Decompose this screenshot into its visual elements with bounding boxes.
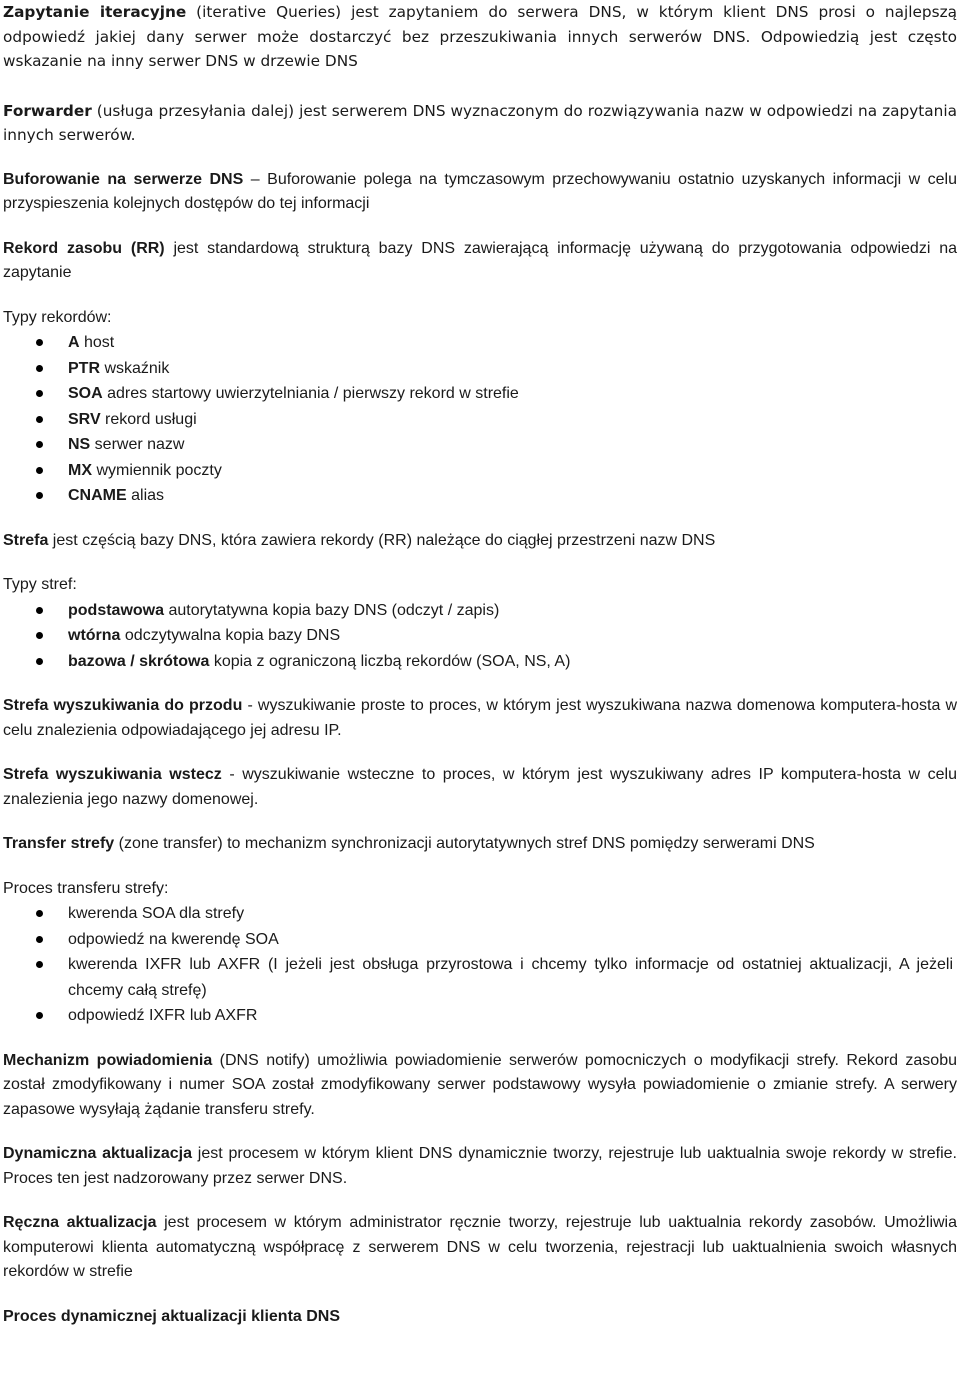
definition: – Buforowanie polega na tymczasowym przechowywaniu ostatnio uzyskanych informacji w celu przyspieszenia kolejnych dostępów do tej informacji bbox=[3, 170, 957, 212]
term: Buforowanie na serwerze DNS bbox=[3, 170, 244, 188]
paragraph-iterative-query bbox=[3, 0, 957, 74]
definition: (iterative Queries) jest zapytaniem do serwera DNS, w którym klient DNS prosi o najlepszą odpowiedź jakiej dany serwer może dostarczyć bez przeszukiwania innych serwerów DNS. Odpowiedzią jest często wskazanie na inny serwer DNS w drzewie DNS bbox=[3, 3, 957, 70]
list-item bbox=[3, 952, 957, 1003]
step-text: odpowiedź IXFR lub AXFR bbox=[68, 1007, 258, 1024]
term: Zapytanie iteracyjne bbox=[3, 3, 187, 21]
definition: serwer nazw bbox=[90, 436, 185, 453]
list-item bbox=[3, 901, 957, 927]
transfer-process-list bbox=[3, 901, 957, 1029]
definition: - wyszukiwanie wsteczne to proces, w którym jest wyszukiwany adres IP komputera-hosta w celu znalezienia jego nazwy domenowej. bbox=[3, 766, 958, 808]
list-item bbox=[3, 483, 957, 509]
definition: jest procesem w którym administrator ręcznie tworzy, rejestruje lub uaktualnia rekordy zasobów. Umożliwia komputerowi klienta automatyczną współpracę z serwerem DNS w celu tworzenia, rejestracji lub uaktualnienia swoich własnych rekordów w strefie bbox=[3, 1214, 958, 1280]
record-types-list bbox=[3, 330, 957, 509]
term: Forwarder bbox=[3, 101, 92, 120]
term: Strefa bbox=[3, 531, 49, 549]
bullet-icon bbox=[36, 658, 43, 665]
list-item bbox=[3, 649, 957, 675]
definition: (DNS notify) umożliwia powiadomienie serwerów pomocniczych o modyfikacji strefy. Rekord zasobu został zmodyfikowany i numer SOA został zmodyfikowany serwer podstawowy wysyła powiadomienie o zmianie strefy. A serwery zapasowe wysyłają żądanie transferu strefy. bbox=[3, 1051, 958, 1118]
term: bazowa / skrótowa bbox=[68, 652, 210, 670]
paragraph-forward-lookup bbox=[3, 694, 957, 743]
term: PTR bbox=[68, 359, 100, 377]
definition: wymiennik poczty bbox=[92, 461, 222, 479]
definition: alias bbox=[126, 487, 165, 504]
definition: adres startowy uwierzytelniania / pierwszy rekord w strefie bbox=[102, 385, 519, 402]
term: Strefa wyszukiwania do przodu bbox=[3, 697, 243, 714]
definition: odczytywalna kopia bazy DNS bbox=[120, 627, 341, 644]
bullet-icon bbox=[36, 467, 43, 474]
term: Ręczna aktualizacja bbox=[3, 1214, 157, 1231]
record-types-heading: Typy rekordów: bbox=[3, 308, 112, 326]
bullet-icon bbox=[36, 1012, 43, 1019]
paragraph-dynamic-update bbox=[3, 1142, 957, 1191]
list-item bbox=[3, 330, 957, 356]
term: CNAME bbox=[68, 487, 127, 504]
paragraph-forwarder bbox=[3, 99, 957, 148]
bullet-icon bbox=[36, 910, 43, 917]
definition: kopia z ograniczoną liczbą rekordów (SOA, NS, A) bbox=[209, 652, 571, 670]
paragraph-zone bbox=[3, 529, 957, 554]
list-item bbox=[3, 927, 957, 953]
paragraph-notify bbox=[3, 1049, 957, 1123]
list-item bbox=[3, 458, 957, 484]
definition: autorytatywna kopia bazy DNS (odczyt / zapis) bbox=[164, 601, 500, 619]
step-text: kwerenda SOA dla strefy bbox=[68, 905, 245, 922]
term: Dynamiczna aktualizacja bbox=[3, 1145, 192, 1162]
term: NS bbox=[68, 436, 91, 453]
term: SRV bbox=[68, 410, 101, 428]
step-text: kwerenda IXFR lub AXFR (I jeżeli jest obsługa przyrostowa i chcemy tylko informacje od ostatniej aktualizacji, A jeżeli chcemy całą strefę) bbox=[68, 956, 953, 999]
list-item bbox=[3, 356, 957, 382]
zone-types-list bbox=[3, 598, 957, 675]
bullet-icon bbox=[36, 416, 43, 423]
definition: (zone transfer) to mechanizm synchronizacji autorytatywnych stref DNS pomiędzy serwerami DNS bbox=[114, 835, 815, 852]
definition: host bbox=[79, 334, 115, 351]
bullet-icon bbox=[36, 390, 43, 397]
term: A bbox=[68, 334, 80, 351]
paragraph-dns-caching bbox=[3, 168, 957, 217]
term: MX bbox=[68, 461, 92, 479]
definition: rekord usługi bbox=[100, 410, 197, 428]
term: Rekord zasobu (RR) bbox=[3, 239, 165, 257]
zone-types-heading: Typy stref: bbox=[3, 576, 77, 593]
definition: wskaźnik bbox=[100, 359, 170, 377]
term: podstawowa bbox=[68, 601, 165, 619]
list-item bbox=[3, 623, 957, 649]
definition: (usługa przesyłania dalej) jest serwerem DNS wyznaczonym do rozwiązywania nazw w odpowiedzi na zapytania innych serwerów. bbox=[3, 101, 957, 144]
term: Strefa wyszukiwania wstecz bbox=[3, 766, 222, 783]
bullet-icon bbox=[36, 936, 43, 943]
list-item bbox=[3, 381, 957, 407]
paragraph-manual-update bbox=[3, 1211, 957, 1285]
step-text: odpowiedź na kwerendę SOA bbox=[68, 930, 279, 948]
section-heading: Proces dynamicznej aktualizacji klienta DNS bbox=[3, 1307, 341, 1325]
bullet-icon bbox=[36, 365, 43, 372]
term: SOA bbox=[68, 385, 103, 402]
term: Transfer strefy bbox=[3, 835, 115, 852]
list-item bbox=[3, 432, 957, 458]
bullet-icon bbox=[36, 632, 43, 639]
bullet-icon bbox=[36, 961, 43, 968]
list-item bbox=[3, 598, 957, 624]
paragraph-zone-transfer bbox=[3, 832, 957, 857]
bullet-icon bbox=[36, 492, 43, 499]
definition: jest standardową strukturą bazy DNS zawierającą informację używaną do przygotowania odpowiedzi na zapytanie bbox=[3, 239, 957, 281]
definition: - wyszukiwanie proste to proces, w którym jest wyszukiwana nazwa domenowa komputera-hosta w celu znalezienia odpowiadającego jej adresu IP. bbox=[3, 697, 958, 739]
term: Mechanizm powiadomienia bbox=[3, 1051, 213, 1069]
definition: jest częścią bazy DNS, która zawiera rekordy (RR) należące do ciągłej przestrzeni nazw DNS bbox=[48, 531, 716, 549]
transfer-process-heading: Proces transferu strefy: bbox=[3, 879, 169, 897]
list-item bbox=[3, 1003, 957, 1029]
list-item bbox=[3, 407, 957, 433]
paragraph-reverse-lookup bbox=[3, 763, 957, 812]
paragraph-resource-record bbox=[3, 237, 957, 286]
bullet-icon bbox=[36, 339, 43, 346]
bullet-icon bbox=[36, 607, 43, 614]
bullet-icon bbox=[36, 441, 43, 448]
definition: jest procesem w którym klient DNS dynamicznie tworzy, rejestruje lub uaktualnia swoje rekordy w strefie. Proces ten jest nadzorowany przez serwer DNS. bbox=[3, 1145, 957, 1187]
term: wtórna bbox=[68, 627, 121, 644]
